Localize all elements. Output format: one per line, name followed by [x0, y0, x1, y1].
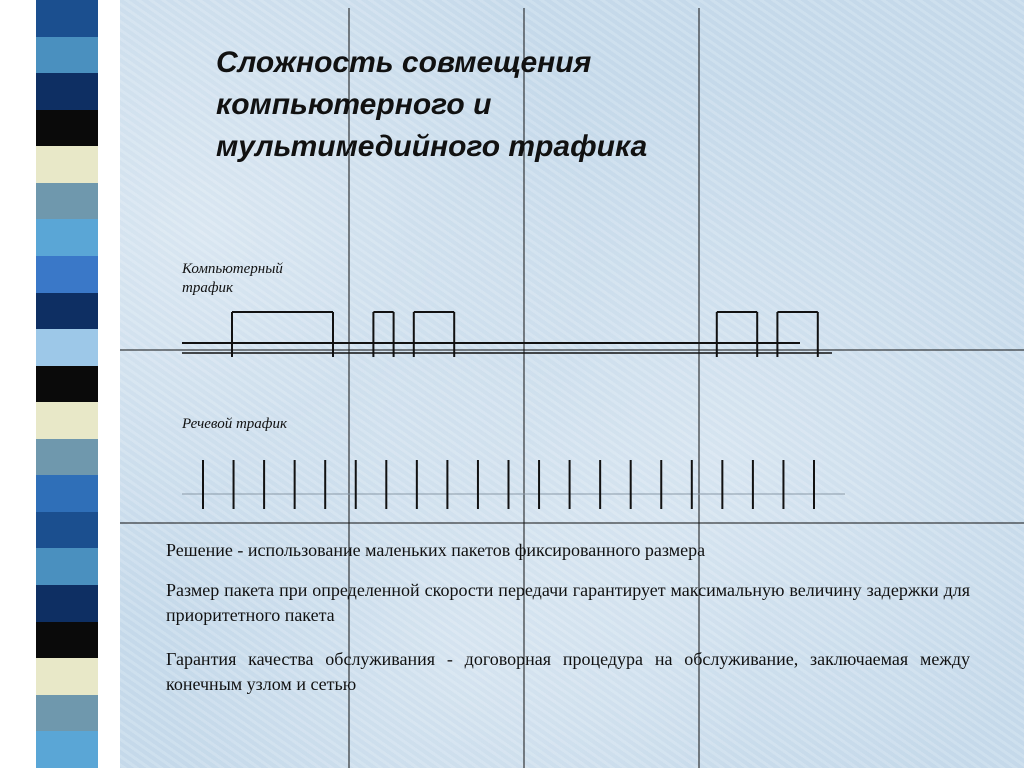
qos-paragraph: Гарантия качества обслуживания - договорная процедура на обслуживание, заключаемая между конечным узлом и сетью: [166, 649, 970, 694]
title-line-1: Сложность совмещения: [216, 46, 592, 79]
slide-title: [216, 42, 776, 168]
solution-paragraph: Решение - использование маленьких пакетов фиксированного размера: [166, 540, 706, 560]
packet-size-paragraph: Размер пакета при определенной скорости передачи гарантирует максимальную величину задержки для приоритетного пакета: [166, 580, 970, 625]
computer-traffic-label: [182, 260, 322, 298]
computer-traffic-label-line-2: трафик: [182, 280, 233, 296]
voice-traffic-label: Речевой трафик: [182, 416, 287, 432]
voice-traffic-waveform: [182, 460, 845, 509]
computer-traffic-label-line-1: Компьютерный: [182, 261, 283, 277]
title-line-3: мультимедийного трафика: [216, 130, 648, 163]
title-line-2: компьютерного и: [216, 88, 492, 121]
